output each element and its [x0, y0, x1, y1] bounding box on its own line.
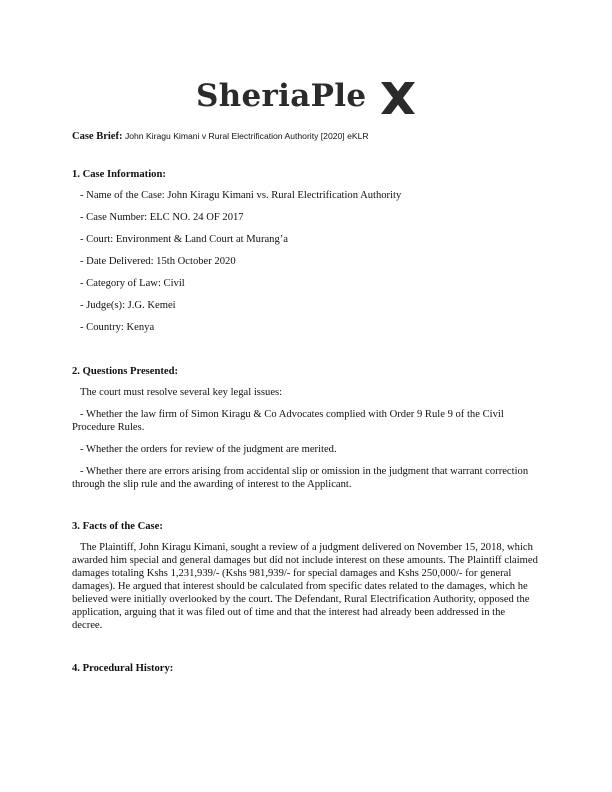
section-facts [72, 520, 538, 632]
paragraph: - Whether the law firm of Simon Kiragu & Co Advocates complied with Order 9 Rule 9 of the Civil Procedure Rules. [72, 409, 504, 433]
logo-text: SheriaPle [196, 78, 367, 114]
case-brief-title: John Kiragu Kimani v Rural Electrification Authority [2020] eKLR [124, 131, 369, 141]
section-heading: 3. Facts of the Case: [72, 521, 163, 532]
section-questions-presented [72, 365, 538, 491]
list-item: - Country: Kenya [80, 322, 155, 333]
list-item: - Name of the Case: John Kiragu Kimani vs. Rural Electrification Authority [80, 190, 402, 201]
document-body [72, 168, 538, 683]
case-brief-line [72, 131, 369, 142]
case-brief-label: Case Brief: [72, 131, 123, 142]
paragraph: The Plaintiff, John Kiragu Kimani, sought a review of a judgment delivered on November 15, 2018, which awarded him special and general damages but did not include interest on these amounts. The Plaintiff claimed damages totaling Kshs 1,231,939/- (Kshs 981,939/- for special damages and Kshs 250,000/- for general damages). He argued that interest should be calculated from specific dates related to the damages, which he believed were initially overlooked by the court. The Defendant, Rural Electrification Authority, opposed the application, arguing that it was filed out of time and that the interest had already been addressed in the decree. [72, 542, 538, 631]
section-heading: 4. Procedural History: [72, 663, 174, 674]
x-mark-icon [379, 80, 417, 116]
section-procedural-history [72, 662, 538, 675]
sheriaplex-logo [196, 76, 416, 122]
list-item: - Case Number: ELC NO. 24 OF 2017 [80, 212, 244, 223]
section-heading: 2. Questions Presented: [72, 366, 179, 377]
paragraph: - Whether there are errors arising from accidental slip or omission in the judgment that warrant correction through the slip rule and the awarding of interest to the Applicant. [72, 466, 529, 490]
list-item: - Category of Law: Civil [80, 278, 185, 289]
section-heading: 1. Case Information: [72, 169, 166, 180]
list-item: - Court: Environment & Land Court at Murang’a [80, 234, 289, 245]
list-item: - Judge(s): J.G. Kemei [80, 300, 176, 311]
list-item: - Date Delivered: 15th October 2020 [80, 256, 236, 267]
paragraph: The court must resolve several key legal issues: [80, 387, 283, 398]
paragraph: - Whether the orders for review of the judgment are merited. [80, 444, 337, 455]
section-case-information [72, 168, 538, 334]
